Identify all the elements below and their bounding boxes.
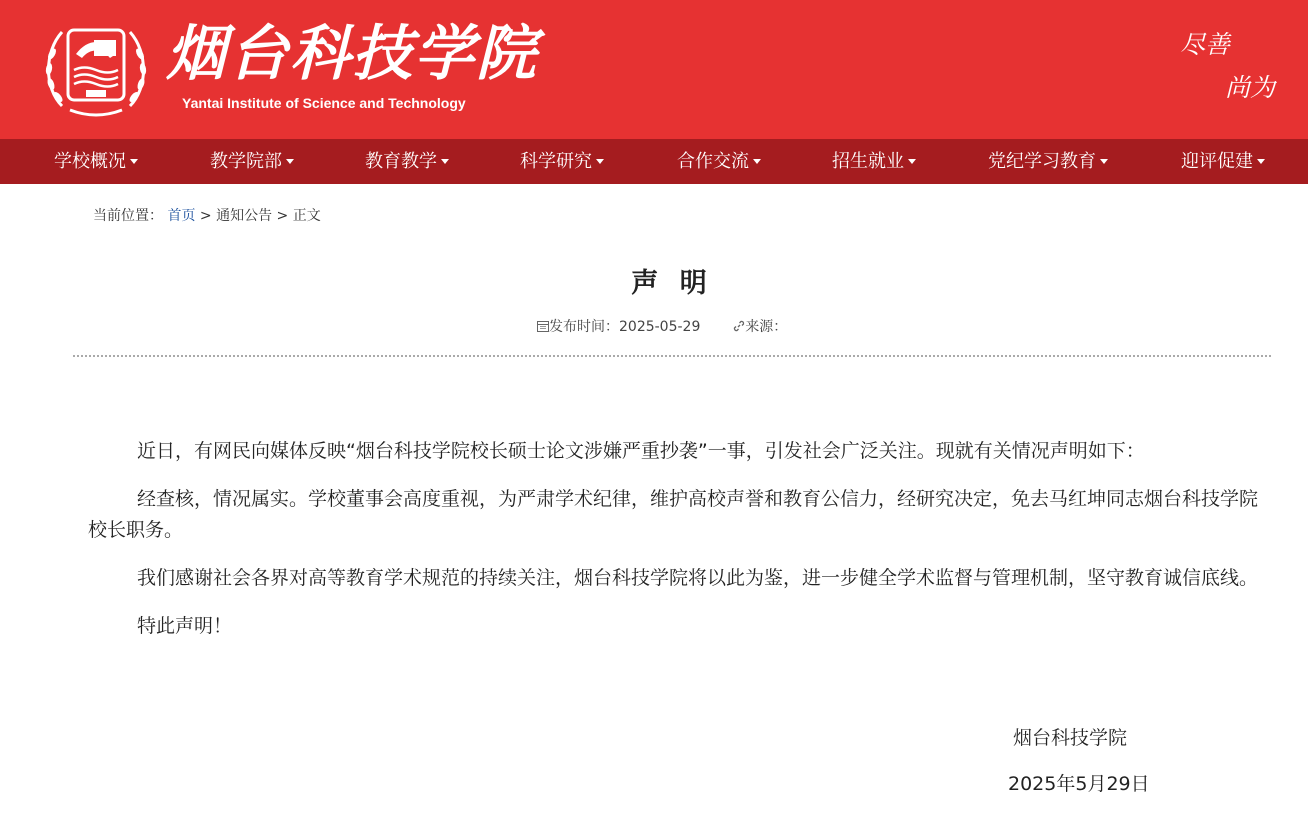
- nav-item-school-overview[interactable]: 学校概况: [54, 139, 138, 184]
- breadcrumb-separator: >: [276, 208, 289, 224]
- school-emblem-icon[interactable]: [40, 14, 152, 122]
- calendar-icon: [537, 320, 549, 332]
- article-paragraph: 特此声明！: [137, 615, 233, 637]
- chevron-down-icon: [1257, 159, 1265, 164]
- motto-line-2: 尚为: [1225, 73, 1276, 102]
- main-nav: [0, 139, 1308, 184]
- publish-label: 发布时间：: [549, 319, 619, 335]
- article-paragraph: 近日，有网民向媒体反映“烟台科技学院校长硕士论文涉嫌严重抄袭”一事，引发社会广泛关注。现就有关情况声明如下：: [137, 440, 1145, 462]
- signature-date: 2025年5月29日: [1008, 773, 1150, 795]
- article-paragraph: 经查核，情况属实。学校董事会高度重视，为严肃学术纪律，维护高校声誉和教育公信力，经研究决定，免去马红坤同志烟台科技学院校长职务。: [88, 488, 1259, 541]
- nav-item-evaluation[interactable]: 迎评促建: [1181, 139, 1265, 184]
- nav-item-research[interactable]: 科学研究: [520, 139, 604, 184]
- breadcrumb-home-link[interactable]: 首页: [167, 208, 196, 224]
- article-paragraph: 我们感谢社会各界对高等教育学术规范的持续关注，烟台科技学院将以此为鉴，进一步健全学术监督与管理机制，坚守教育诚信底线。: [137, 567, 1259, 589]
- chevron-down-icon: [1100, 159, 1108, 164]
- school-name-en: Yantai Institute of Science and Technology: [182, 95, 466, 111]
- article-body: [88, 436, 1258, 659]
- chevron-down-icon: [596, 159, 604, 164]
- motto-line-1: 尽善: [1180, 30, 1231, 59]
- chevron-down-icon: [753, 159, 761, 164]
- nav-item-party-education[interactable]: 党纪学习教育: [988, 139, 1108, 184]
- nav-item-departments[interactable]: 教学院部: [210, 139, 294, 184]
- breadcrumb: [93, 206, 321, 226]
- nav-item-admissions[interactable]: 招生就业: [832, 139, 916, 184]
- publish-date: 2025-05-29: [619, 319, 701, 335]
- source-label: 来源：: [745, 319, 788, 335]
- breadcrumb-section-link[interactable]: 通知公告: [216, 208, 273, 224]
- signature-org: 烟台科技学院: [1013, 727, 1128, 749]
- title-divider: [73, 355, 1271, 357]
- chevron-down-icon: [130, 159, 138, 164]
- site-header: [0, 0, 1308, 139]
- nav-item-cooperation[interactable]: 合作交流: [677, 139, 761, 184]
- article-meta: [537, 317, 787, 337]
- breadcrumb-prefix: 当前位置：: [93, 208, 163, 224]
- chevron-down-icon: [908, 159, 916, 164]
- school-name-cn: 烟台科技学院: [166, 19, 538, 89]
- link-icon: [733, 320, 745, 332]
- chevron-down-icon: [286, 159, 294, 164]
- breadcrumb-current: 正文: [292, 208, 321, 224]
- breadcrumb-separator: >: [199, 208, 212, 224]
- nav-item-education[interactable]: 教育教学: [365, 139, 449, 184]
- chevron-down-icon: [441, 159, 449, 164]
- article-title: 声 明: [631, 268, 713, 299]
